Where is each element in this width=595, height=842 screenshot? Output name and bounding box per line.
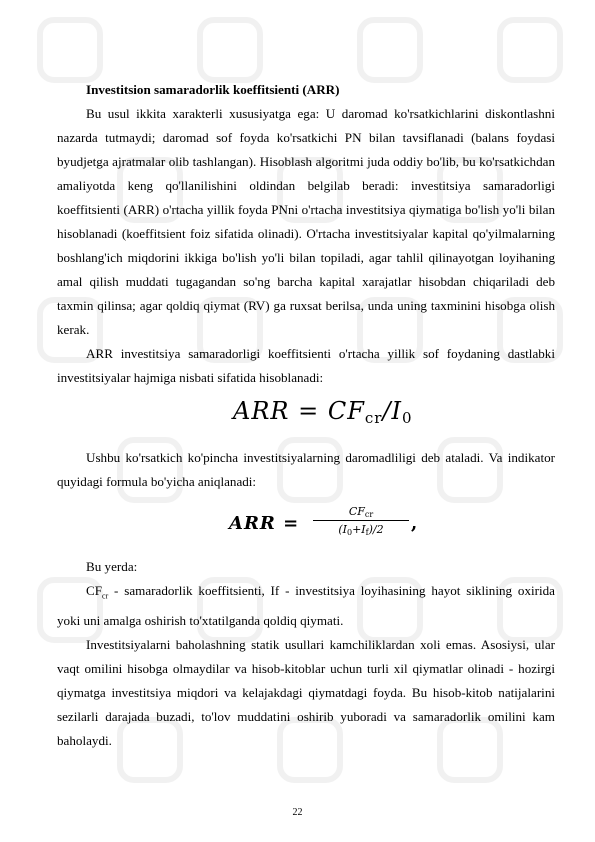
formula2-comma: , [411,513,418,534]
formula2-num-cf: CF [348,505,365,518]
paragraph-3: Ushbu ko'rsatkich ko'pincha investitsiyalarning daromadliligi deb ataladi. Va indikator quyidagi formula bo'yicha aniqlanadi: [57,450,555,489]
formula2-den-close: )/2 [368,523,384,536]
formula2-den-subf: f [365,528,369,537]
paragraph-5 [57,579,555,633]
paragraph-1: Bu usul ikkita xarakterli xususiyatga ega: U daromad ko'rsatkichlarini diskontlashni nazarda tutmaydi; daromad sof foyda ko'rsatkichi PN bilan tavsiflanadi (balans foydasi byudjetga ajratmalar olib tashlangan). Hisoblash algoritmi juda oddiy bo'lib, bu ko'rsatkichdan amaliyotda keng qo'llanilishini oldindan belgilab beradi: investitsiya samaradorligi koeffitsienti (ARR) o'rtacha yillik foyda PNni o'rtacha investitsiya qiymatiga bo'lish yo'li bilan hisoblanadi (koeffitsient foiz sifatida olinadi). O'rtacha investitsiyalar kapital qo'yilmalarning boshlang'ich miqdorini ikkiga bo'lish yo'li bilan topiladi, agar tahlil qilinayotgan loyihaning amal qilish muddati tugagandan so'ng barcha kapital xarajatlar hisobdan chiqariladi deb taxmin qilinsa; agar qoldiq qiymat (RV) ga ruxsat berilsa, unda uning taxminini hisobga olish kerak. [57,106,555,337]
paragraph-6: Investitsiyalarni baholashning statik usullari kamchiliklardan xoli emas. Asosiysi, ular vaqt omilini hisobga olmaydilar va hisob-kitoblar uchun turli xil qiymatlar olinadi - hozirgi qiymatga investitsiya miqdori va kelajakdagi qiymatdagi foyda. Bu hisob-kitob natijalarini sezilarli darajada buzadi, to'lov muddatini oshirib yuboradi va samaradorlik omilini kam baholaydi. [57,636,555,748]
definition-term-subscript: cr [102,591,109,601]
formula2-lhs: ARR = [229,513,300,534]
formula2-denominator [313,522,409,541]
formula1-lhs: ARR = [233,397,328,425]
definition-term: CF [86,583,103,598]
formula1-cf: CF [327,397,365,425]
formula-arr-basic [233,397,413,427]
formula2-den-sub0: 0 [347,528,353,537]
formula2-num-subscript: cr [364,510,374,519]
section-title: Investitsion samaradorlik koeffitsienti (ARR) [86,82,340,97]
formula2-den-plus: +I [352,523,366,536]
paragraph-definitions [57,555,555,753]
paragraph-4: Bu yerda: [86,559,138,574]
formula2-fraction [313,505,409,541]
page-number: 22 [292,807,303,818]
paragraph-2: ARR investitsiya samaradorligi koeffitsienti o'rtacha yillik sof foydaning dastlabki investitsiyalar hajmiga nisbati sifatida hisoblanadi: [57,346,555,385]
paragraph-method-description [57,102,555,390]
formula2-numerator [313,505,409,519]
paragraph-profitability [57,446,555,494]
formula1-i-subscript: 0 [402,409,413,427]
formula1-cf-subscript: cr [364,409,383,427]
formula2-den-open: (I [338,523,347,536]
formula2-fraction-bar [313,520,409,521]
formula1-slash-i: /I [382,397,403,425]
definition-text: - samaradorlik koeffitsienti, If - investitsiya loyihasining hayot siklining oxirida yoki uni amalga oshirish to'xtatilganda qoldiq qiymati. [57,583,555,628]
